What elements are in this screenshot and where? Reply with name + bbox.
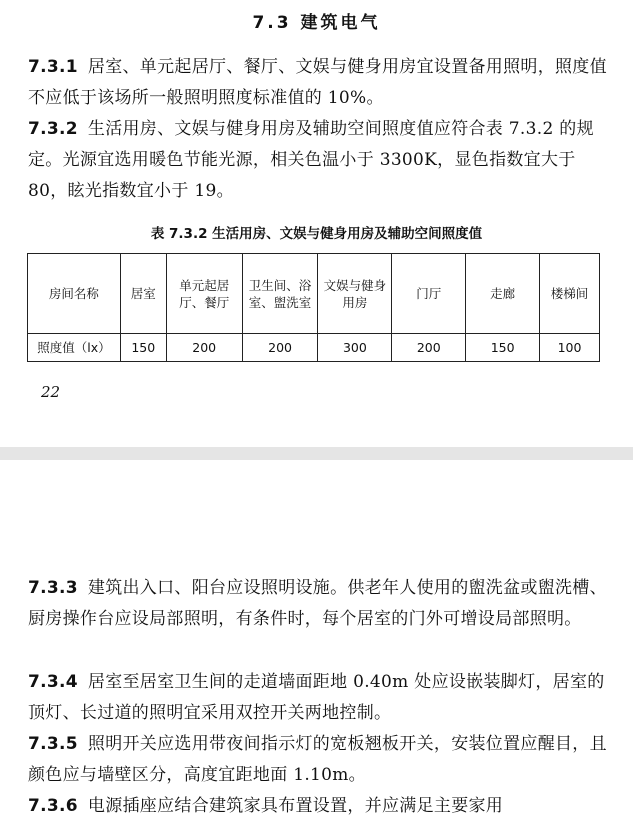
value-cell: 150 (466, 334, 540, 362)
page-separator (0, 447, 633, 460)
clause-7-3-3 (28, 573, 608, 635)
clause-7-3-6 (28, 791, 608, 822)
value-cell: 100 (540, 334, 600, 362)
clause-text: 照明开关应选用带夜间指示灯的宽板翘板开关，安装位置应醒目，且颜色应与墙壁区分，高度宜距地面 1.10m。 (28, 734, 607, 785)
value-cell: 200 (242, 334, 318, 362)
value-cell: 150 (120, 334, 166, 362)
page-number: 22 (41, 383, 61, 401)
clause-number: 7.3.2 (28, 119, 78, 139)
clause-7-3-2 (28, 114, 608, 207)
clause-number: 7.3.5 (28, 734, 78, 754)
clause-text: 居室至居室卫生间的走道墙面距地 0.40m 处应设嵌装脚灯，居室的顶灯、长过道的照明宜采用双控开关两地控制。 (28, 672, 605, 723)
clause-number: 7.3.1 (28, 57, 78, 77)
document-page-lower (0, 460, 633, 823)
header-cell: 居室 (120, 254, 166, 334)
clause-7-3-4 (28, 667, 608, 729)
clause-text: 建筑出入口、阳台应设照明设施。供老年人使用的盥洗盆或盥洗槽、厨房操作台应设局部照明，有条件时，每个居室的门外可增设局部照明。 (28, 578, 607, 629)
table-header-row (28, 254, 600, 334)
header-cell: 楼梯间 (540, 254, 600, 334)
clause-7-3-5 (28, 729, 608, 791)
header-cell: 房间名称 (28, 254, 121, 334)
header-cell: 门厅 (392, 254, 466, 334)
table-caption: 表 7.3.2 生活用房、文娱与健身用房及辅助空间照度值 (150, 226, 483, 242)
value-cell: 200 (392, 334, 466, 362)
header-cell: 文娱与健身用房 (318, 254, 392, 334)
header-cell: 单元起居厅、餐厅 (166, 254, 242, 334)
clause-text: 生活用房、文娱与健身用房及辅助空间照度值应符合表 7.3.2 的规定。光源宜选用暖色节能光源，相关色温小于 3300K，显色指数宜大于 80，眩光指数宜小于 19。 (28, 119, 594, 201)
clause-7-3-1 (28, 52, 608, 114)
clause-number: 7.3.4 (28, 672, 78, 692)
clause-text: 居室、单元起居厅、餐厅、文娱与健身用房宜设置备用照明，照度值不应低于该场所一般照明照度标准值的 10%。 (28, 57, 607, 108)
clause-number: 7.3.6 (28, 796, 78, 816)
clause-text: 电源插座应结合建筑家具布置设置，并应满足主要家用 (87, 796, 504, 816)
table-row (28, 334, 600, 362)
header-cell: 走廊 (466, 254, 540, 334)
header-cell: 卫生间、浴室、盥洗室 (242, 254, 318, 334)
section-title: 7.3 建筑电气 (252, 13, 381, 33)
illuminance-table (27, 253, 600, 362)
clause-number: 7.3.3 (28, 578, 78, 598)
row-label-cell: 照度值（lx） (28, 334, 121, 362)
value-cell: 300 (318, 334, 392, 362)
value-cell: 200 (166, 334, 242, 362)
